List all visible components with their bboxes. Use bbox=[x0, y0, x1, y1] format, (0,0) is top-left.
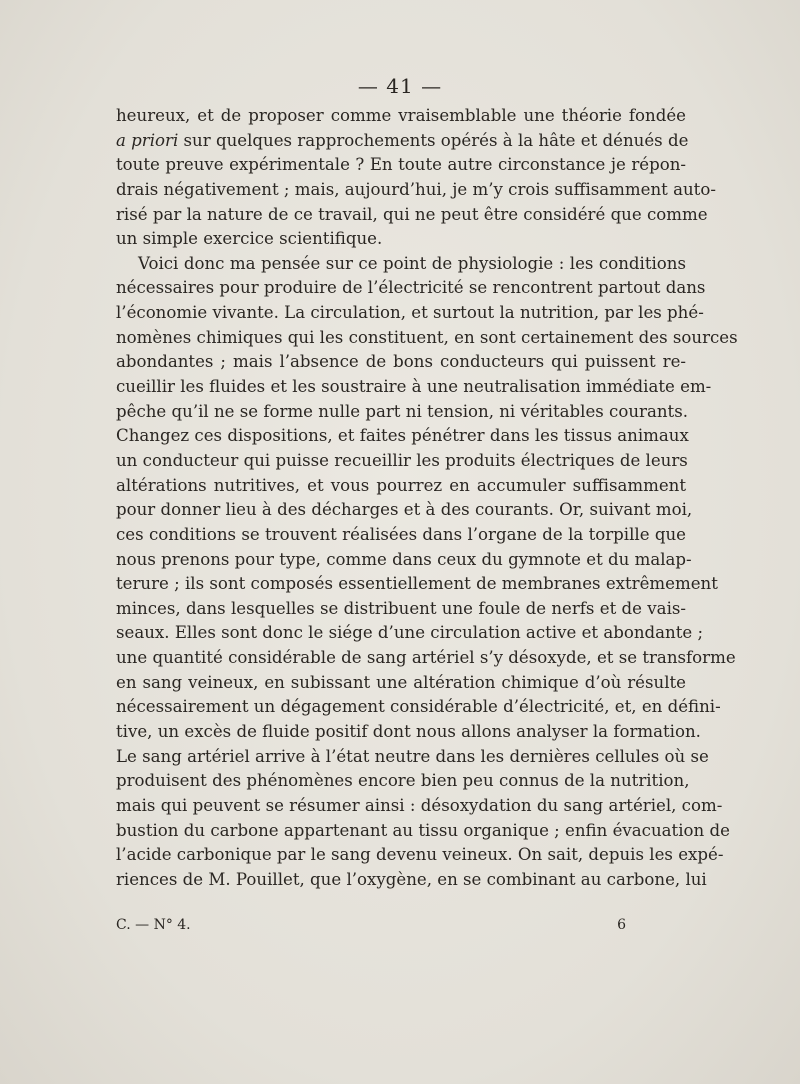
text-line bbox=[116, 671, 686, 696]
text-line-content: minces, dans lesquelles se distribuent une foule de nerfs et de vais- bbox=[116, 598, 686, 618]
text-line-content: riences de M. Pouillet, que l’oxygène, en se combinant au carbone, lui bbox=[116, 869, 707, 889]
text-line-content: mais qui peuvent se résumer ainsi : désoxydation du sang artériel, com- bbox=[116, 795, 723, 815]
text-line bbox=[116, 819, 730, 844]
text-line-content: seaux. Elles sont donc le siége d’une circulation active et abondante ; bbox=[116, 623, 704, 643]
text-line-content: cueillir les fluides et les soustraire à une neutralisation immédiate em- bbox=[116, 377, 712, 397]
text-line bbox=[116, 597, 686, 622]
text-line bbox=[116, 178, 716, 203]
leaf-number: 6 bbox=[617, 917, 626, 933]
text-line-content: risé par la nature de ce travail, qui ne peut être considéré que comme bbox=[116, 204, 708, 224]
text-line-content: toute preuve expérimentale ? En toute autre circonstance je répon- bbox=[116, 155, 686, 175]
text-line-content: tive, un excès de fluide positif dont nous allons analyser la formation. bbox=[116, 722, 701, 742]
text-line bbox=[116, 104, 686, 129]
text-line bbox=[116, 498, 693, 523]
text-line-content: pêche qu’il ne se forme nulle part ni tension, ni véritables courants. bbox=[116, 401, 688, 421]
text-line-content: altérations nutritives, et vous pourrez en accumuler suffisamment bbox=[116, 475, 686, 495]
text-line bbox=[116, 153, 686, 178]
text-line-content: sur quelques rapprochements opérés à la hâte et dénués de bbox=[178, 130, 689, 150]
text-line bbox=[116, 449, 686, 474]
text-line bbox=[116, 695, 721, 720]
text-line bbox=[116, 646, 736, 671]
text-line-content: en sang veineux, en subissant une altération chimique d’où résulte bbox=[116, 672, 686, 692]
text-line-content: un simple exercice scientifique. bbox=[116, 229, 383, 249]
text-line-content: pour donner lieu à des décharges et à des courants. Or, suivant moi, bbox=[116, 500, 693, 520]
text-line bbox=[116, 424, 689, 449]
text-line-content: Le sang artériel arrive à l’état neutre dans les dernières cellules où se bbox=[116, 746, 709, 766]
text-line-content: nécessairement un dégagement considérable d’électricité, et, en défini- bbox=[116, 697, 721, 717]
text-line-content: l’économie vivante. La circulation, et surtout la nutrition, par les phé- bbox=[116, 303, 704, 323]
text-line-content: une quantité considérable de sang artériel s’y désoxyde, et se transforme bbox=[116, 648, 736, 668]
text-line bbox=[116, 843, 724, 868]
text-line-content: Changez ces dispositions, et faites pénétrer dans les tissus animaux bbox=[116, 426, 689, 446]
text-line bbox=[116, 301, 704, 326]
text-line bbox=[116, 350, 686, 375]
text-line bbox=[116, 794, 723, 819]
text-line bbox=[116, 523, 686, 548]
text-line bbox=[116, 276, 706, 301]
text-line-content: produisent des phénomènes encore bien peu connus de la nutrition, bbox=[116, 771, 690, 791]
text-line bbox=[116, 227, 686, 252]
text-line bbox=[116, 720, 701, 745]
text-line-content: ces conditions se trouvent réalisées dans l’organe de la torpille que bbox=[116, 524, 686, 544]
text-line bbox=[116, 203, 708, 228]
signature-mark: C. — N° 4. bbox=[116, 917, 191, 933]
text-line-content: terure ; ils sont composés essentiellement de membranes extrêmement bbox=[116, 574, 718, 594]
text-line bbox=[116, 326, 738, 351]
text-line-content: abondantes ; mais l’absence de bons conducteurs qui puissent re- bbox=[116, 352, 686, 372]
body-text bbox=[116, 104, 738, 893]
page-number: — 41 — bbox=[357, 74, 443, 98]
text-line bbox=[116, 252, 686, 277]
text-line-content: Voici donc ma pensée sur ce point de physiologie : les conditions bbox=[138, 253, 686, 273]
text-line bbox=[116, 474, 686, 499]
text-line-content: nécessaires pour produire de l’électricité se rencontrent partout dans bbox=[116, 278, 706, 298]
text-line bbox=[116, 375, 712, 400]
text-line bbox=[116, 548, 692, 573]
text-line bbox=[116, 745, 709, 770]
text-line-content: drais négativement ; mais, aujourd’hui, je m’y crois suffisamment auto- bbox=[116, 179, 716, 199]
text-line bbox=[116, 400, 686, 425]
text-line bbox=[116, 129, 689, 154]
text-line-content: nomènes chimiques qui les constituent, en sont certainement des sources bbox=[116, 327, 738, 347]
italic-phrase: a priori bbox=[116, 130, 179, 150]
text-line bbox=[116, 769, 690, 794]
text-line-content: un conducteur qui puisse recueillir les produits électriques de leurs bbox=[116, 450, 688, 470]
text-line-content: bustion du carbone appartenant au tissu organique ; enfin évacuation de bbox=[116, 820, 730, 840]
text-line bbox=[116, 868, 707, 893]
text-line bbox=[116, 621, 704, 646]
text-line-content: nous prenons pour type, comme dans ceux du gymnote et du malap- bbox=[116, 549, 692, 569]
text-line-content: l’acide carbonique par le sang devenu veineux. On sait, depuis les expé- bbox=[116, 845, 724, 865]
text-line-content: heureux, et de proposer comme vraisemblable une théorie fondée bbox=[116, 106, 686, 125]
text-line bbox=[116, 572, 718, 597]
